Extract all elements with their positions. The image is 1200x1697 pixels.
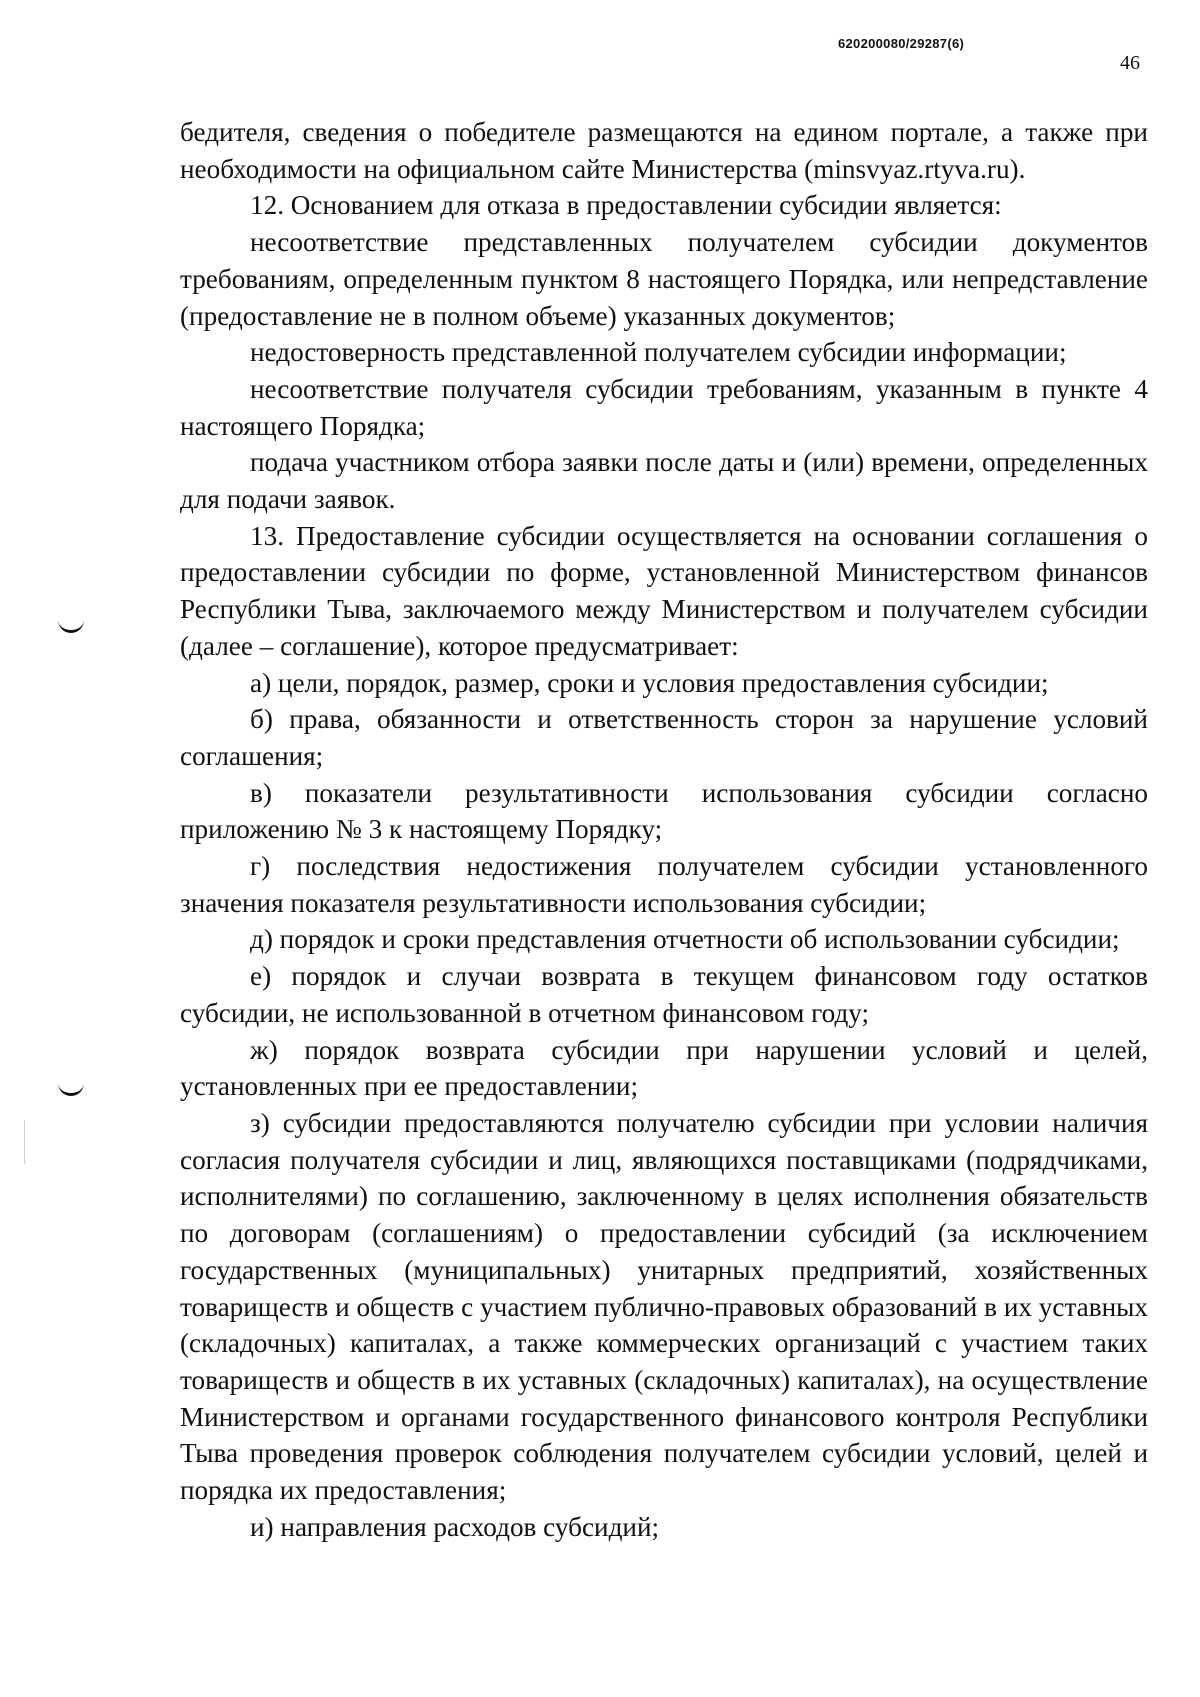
paragraph-refusal-reason-1: несоответствие представленных получателем субсидии документов требованиям, определенным пунктом 8 настоящего Порядка, или непредставление (предоставление не в полном объеме) указанных документов; <box>180 227 1148 331</box>
list-item-d: д) порядок и сроки представления отчетности об использовании субсидии; <box>250 924 1120 955</box>
scan-artifact-line <box>24 1120 25 1164</box>
paragraph-continuation: бедителя, сведения о победителе размещаются на едином портале, а также при необходимости на официальном сайте Министерства (minsvyaz.rtyva.ru). <box>180 117 1148 184</box>
paragraph-clause-13: 13. Предоставление субсидии осуществляется на основании соглашения о предоставлении субсидии по форме, установленной Министерством финансов Республики Тыва, заключаемого между Министерством и получателем субсидии (далее – соглашение), которое предусматривает: <box>180 520 1148 661</box>
list-item-b: б) права, обязанности и ответственность сторон за нарушение условий соглашения; <box>180 704 1148 771</box>
paragraph-refusal-reason-3: несоответствие получателя субсидии требованиям, указанным в пункте 4 настоящего Порядка; <box>180 373 1148 441</box>
list-item-zh: ж) порядок возврата субсидии при нарушении условий и целей, установленных при ее предоставлении; <box>180 1034 1148 1102</box>
list-item-i: и) направления расходов субсидий; <box>250 1511 660 1542</box>
list-item-g: г) последствия недостижения получателем субсидии установленного значения показателя результативности использования субсидии; <box>180 851 1148 918</box>
margin-check-mark <box>58 620 84 633</box>
paragraph-clause-12: 12. Основанием для отказа в предоставлении субсидии является: <box>250 190 1002 221</box>
list-item-z: з) субсидии предоставляются получателю субсидии при условии наличия согласия получателя субсидии и лиц, являющихся поставщиками (подрядчиками, исполнителями) по соглашению, заключенному в целях исполнения обязательств по договорам (соглашениям) о предоставлении субсидий (за исключением государственных (муниципальных) унитарных предприятий, хозяйственных товариществ и обществ с участием публично-правовых образований в их уставных (складочных) капиталах, а также коммерческих организаций с участием таких товариществ и обществ в их уставных (складочных) капиталах), на осуществление Министерством и органами государственного финансового контроля Республики Тыва проведения проверок соблюдения получателем субсидии условий, целей и порядка их предоставления; <box>180 1107 1148 1506</box>
list-item-v: в) показатели результативности использования субсидии согласно приложению № 3 к настоящему Порядку; <box>180 777 1148 845</box>
paragraph-refusal-reason-2: недостоверность представленной получателем субсидии информации; <box>250 337 1067 368</box>
list-item-a: а) цели, порядок, размер, сроки и условия предоставления субсидии; <box>250 667 1049 698</box>
paragraph-refusal-reason-4: подача участником отбора заявки после даты и (или) времени, определенных для подачи заявок. <box>180 447 1148 515</box>
page-number: 46 <box>1120 52 1140 74</box>
document-id: 620200080/29287(6) <box>838 36 965 51</box>
margin-check-mark <box>58 1083 84 1096</box>
list-item-e: е) порядок и случаи возврата в текущем финансовом году остатков субсидии, не использованной в отчетном финансовом году; <box>180 961 1148 1028</box>
document-body <box>180 114 1148 1545</box>
